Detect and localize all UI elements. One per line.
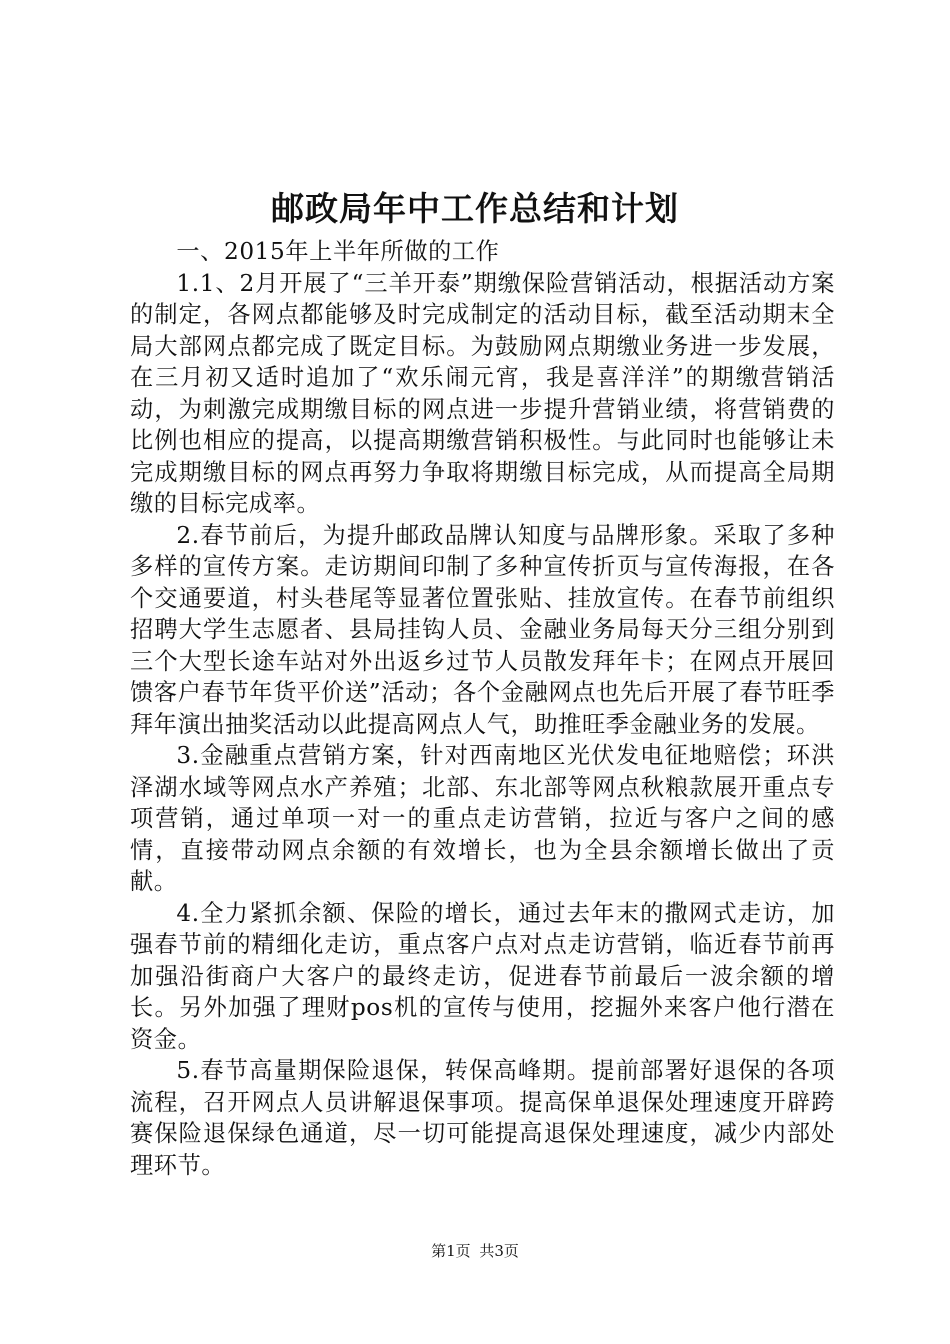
paragraph-4: 4.全力紧抓余额、保险的增长，通过去年末的撒网式走访，加强春节前的精细化走访，重点客户点对点走访营销，临近春节前再加强沿街商户大客户的最终走访，促进春节前最后一波余额的增长。另外加强了理财pos机的宣传与使用，挖掘外来客户他行潜在资金。 [130, 899, 835, 1053]
paragraph-1: 1.1、2月开展了“三羊开泰”期缴保险营销活动，根据活动方案的制定，各网点都能够及时完成制定的活动目标，截至活动期末全局大部网点都完成了既定目标。为鼓励网点期缴业务进一步发展，在三月初又适时追加了“欢乐闹元宵，我是喜洋洋”的期缴营销活动，为刺激完成期缴目标的网点进一步提升营销业绩，将营销费的比例也相应的提高，以提高期缴营销积极性。与此同时也能够让未完成期缴目标的网点再努力争取将期缴目标完成，从而提高全局期缴的目标完成率。 [130, 269, 835, 517]
paragraph-5: 5.春节高量期保险退保，转保高峰期。提前部署好退保的各项流程，召开网点人员讲解退保事项。提高保单退保处理速度开辟跨赛保险退保绿色通道，尽一切可能提高退保处理速度，减少内部处理环节。 [130, 1057, 835, 1179]
paragraph-2: 2.春节前后，为提升邮政品牌认知度与品牌形象。采取了多种多样的宣传方案。走访期间印制了多种宣传折页与宣传海报，在各个交通要道，村头巷尾等显著位置张贴、挂放宣传。在春节前组织招聘大学生志愿者、县局挂钩人员、金融业务局每天分三组分别到三个大型长途车站对外出返乡过节人员散发拜年卡；在网点开展回馈客户春节年货平价送”活动；各个金融网点也先后开展了春节旺季拜年演出抽奖活动以此提高网点人气，助推旺季金融业务的发展。 [130, 521, 835, 738]
document-body [130, 236, 835, 1181]
page-number: 第1页 [431, 1242, 471, 1260]
section-heading: 一、2015年上半年所做的工作 [176, 238, 500, 265]
document-title: 邮政局年中工作总结和计划 [271, 189, 679, 228]
paragraph-3: 3.金融重点营销方案，针对西南地区光伏发电征地赔偿；环洪泽湖水域等网点水产养殖；北部、东北部等网点秋粮款展开重点专项营销，通过单项一对一的重点走访营销，拉近与客户之间的感情，直接带动网点余额的有效增长，也为全县余额增长做出了贡献。 [130, 742, 835, 895]
page-total: 共3页 [479, 1242, 519, 1260]
page-footer [0, 1240, 950, 1262]
